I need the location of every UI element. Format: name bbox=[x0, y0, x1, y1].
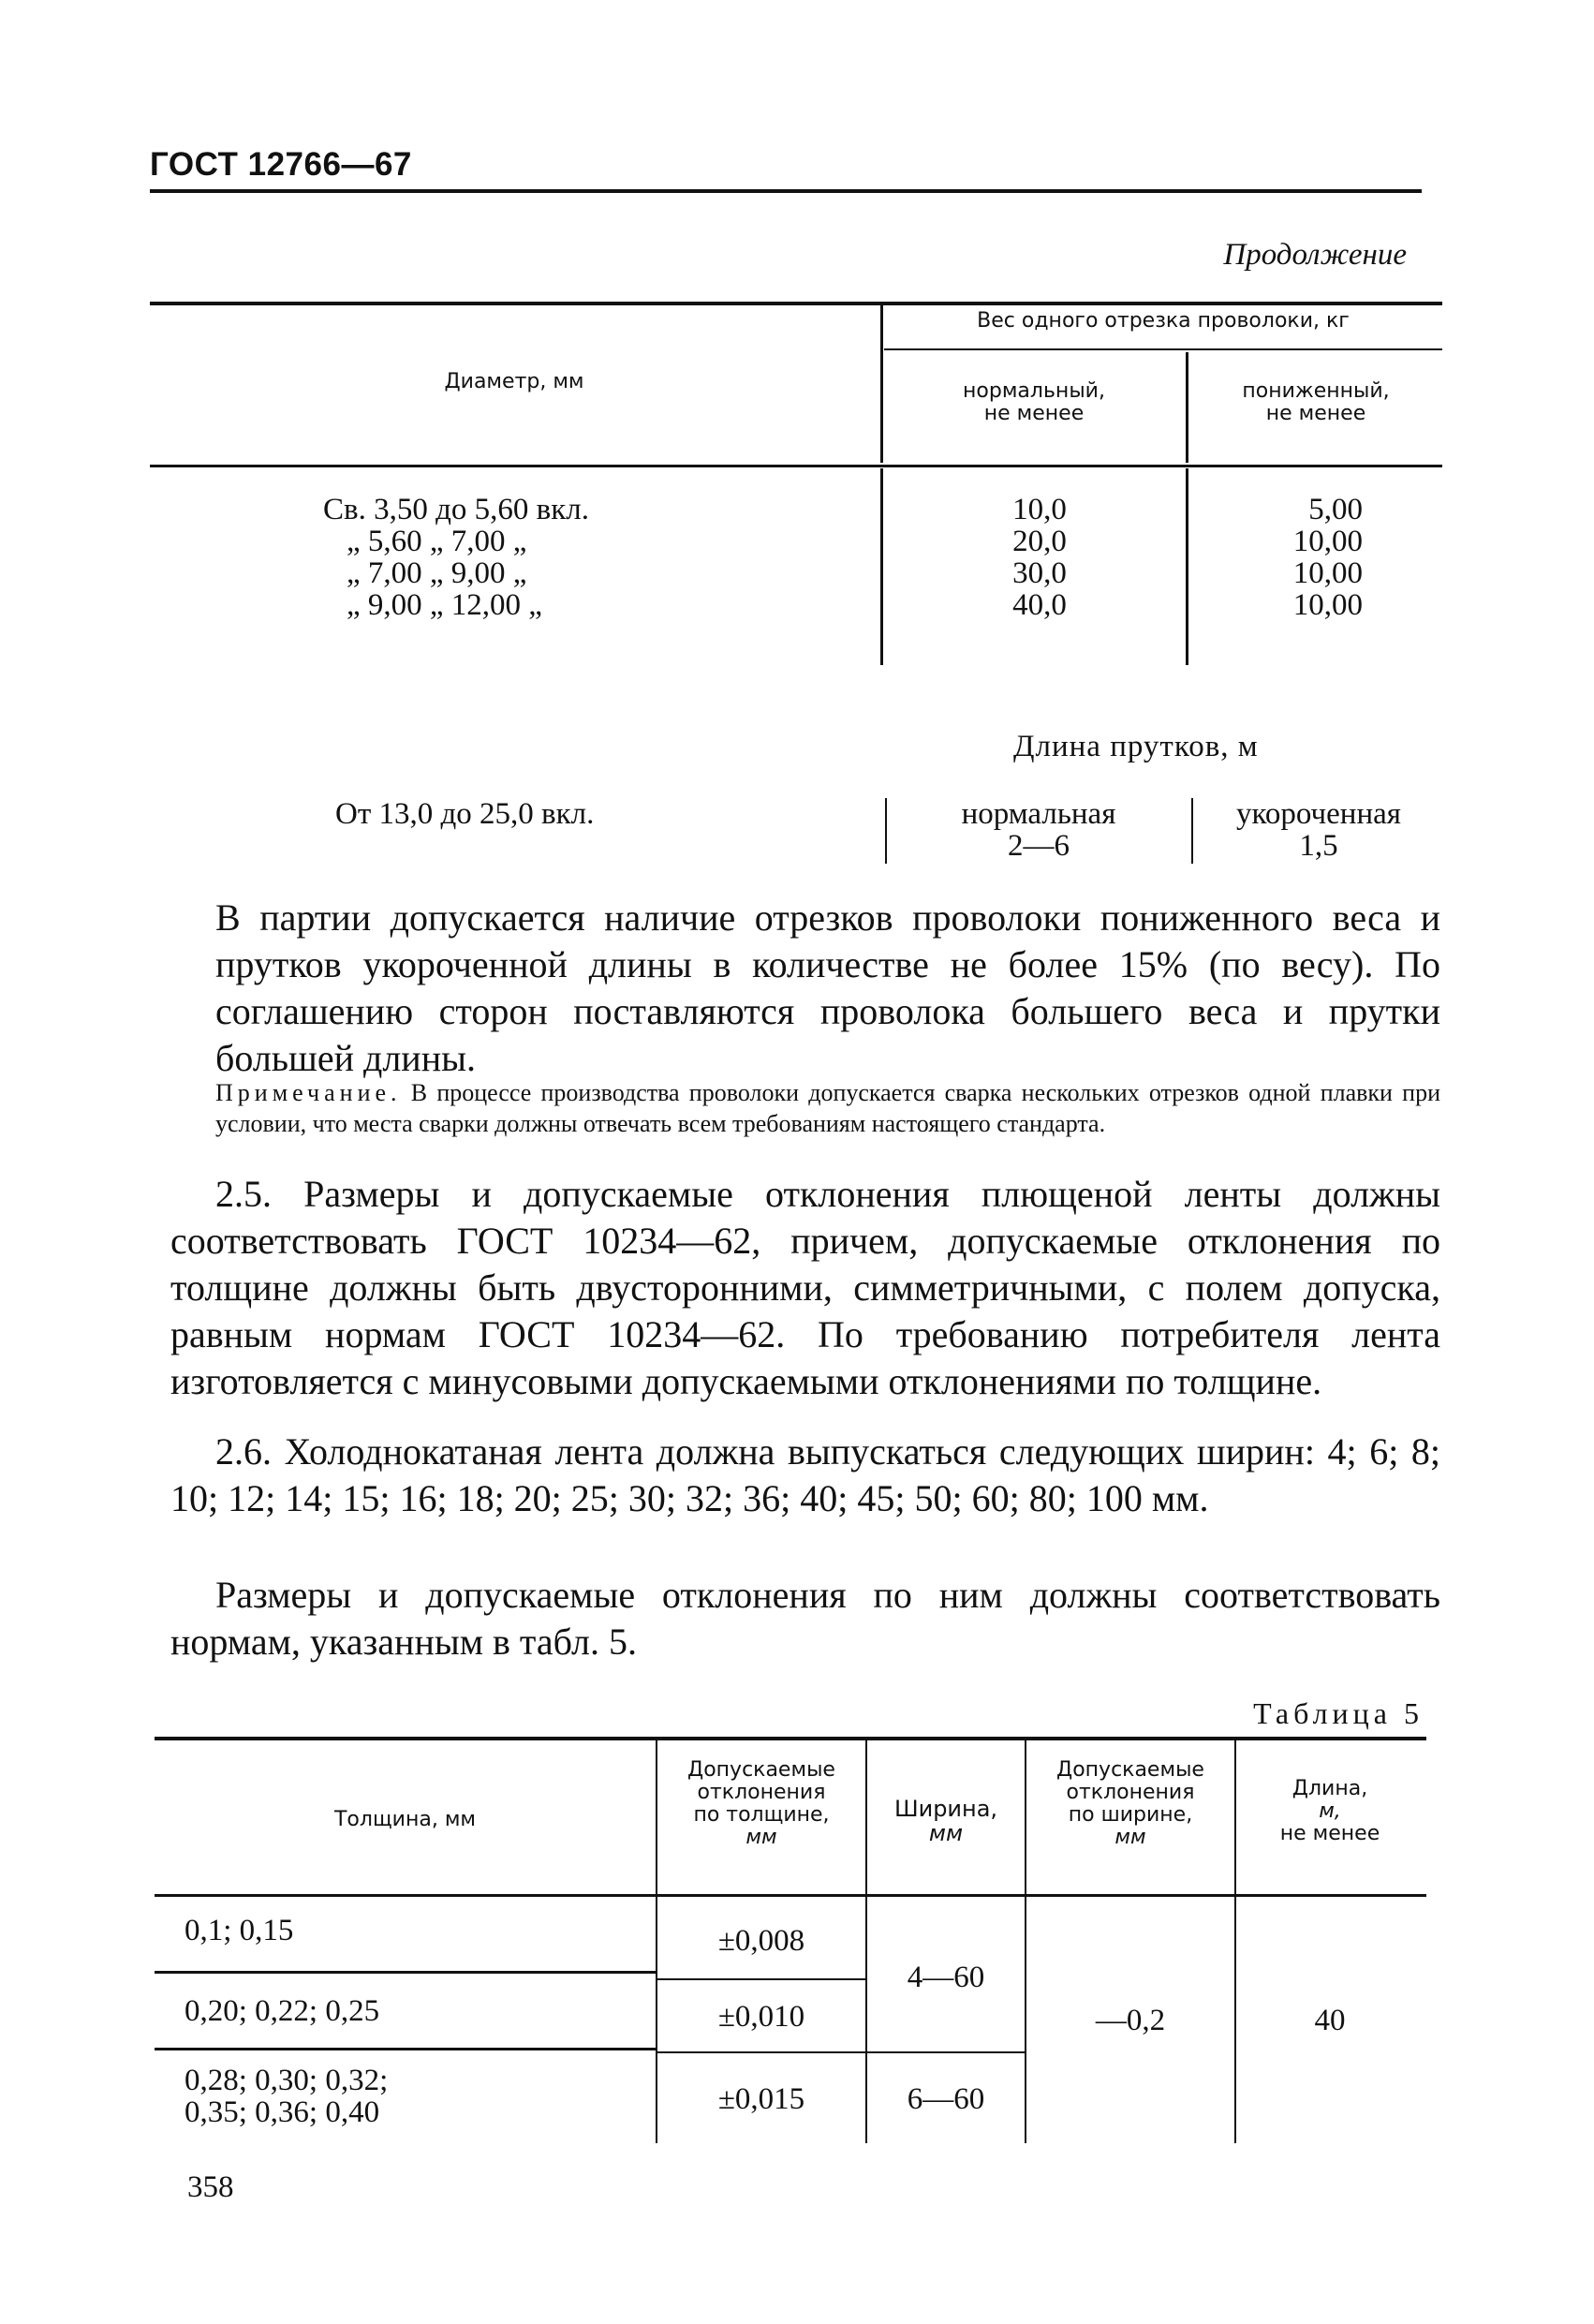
reduced-weight-header: пониженный, не менее bbox=[1242, 379, 1390, 425]
table5-thickness-r1: 0,1; 0,15 bbox=[184, 1914, 294, 1947]
bar-length-normal: нормальная 2—6 bbox=[961, 797, 1116, 863]
table5-row-rule-2c bbox=[867, 2051, 1025, 2053]
note-text: В процессе производства проволоки допускается сварка нескольких отрезков одной плавки при условии, что места сварки должны отвечать всем требованиям настоящего стандарта. bbox=[215, 1079, 1441, 1137]
bar-length-divider bbox=[885, 798, 887, 864]
table5-h-tol-width: Допускаемые отклонения по ширине, мм bbox=[1056, 1758, 1204, 1849]
weight-table-divider bbox=[880, 305, 883, 463]
weight-header-bottom-rule bbox=[150, 465, 1442, 467]
table5-width-a: 4—60 bbox=[907, 1961, 985, 1994]
continuation-label: Продолжение bbox=[1223, 238, 1407, 272]
table5-length: 40 bbox=[1314, 2004, 1346, 2037]
document-code: ГОСТ 12766—67 bbox=[150, 146, 412, 183]
table5-row-rule-2 bbox=[155, 2048, 656, 2050]
page-number: 358 bbox=[187, 2170, 234, 2204]
weight-body-subdivider bbox=[1186, 468, 1188, 665]
table5-tol-width: —0,2 bbox=[1095, 2004, 1166, 2037]
normal-weight-column: 10,0 20,0 30,0 40,0 bbox=[1012, 493, 1067, 622]
table5-tol-r3: ±0,015 bbox=[717, 2082, 805, 2116]
paragraph-lot: В партии допускается наличие отрезков проволоки пониженного веса и прутков укороченной длины в количестве не более 15% (по весу). По соглашению сторон поставляются проволока большего веса и прутки большей длины. bbox=[215, 896, 1440, 1079]
weight-table-top-rule bbox=[150, 302, 1442, 305]
note-label: Примечание. bbox=[215, 1079, 402, 1106]
bar-length-short: укороченная 1,5 bbox=[1236, 797, 1401, 863]
table5-thickness-r3: 0,28; 0,30; 0,32; 0,35; 0,36; 0,40 bbox=[184, 2064, 389, 2129]
table5-tol-r2: ±0,010 bbox=[717, 2000, 805, 2034]
bar-length-title: Длина прутков, м bbox=[1013, 730, 1259, 763]
table5-row-rule-2b bbox=[657, 2051, 865, 2053]
table5-header-rule bbox=[155, 1894, 1426, 1897]
weight-subcolumn-divider bbox=[1186, 352, 1188, 463]
table-row: „ 9,00 „ 12,00 „ bbox=[347, 588, 542, 622]
table5-thickness-r2: 0,20; 0,22; 0,25 bbox=[184, 1994, 380, 2028]
table5-h-length: Длина, м, не менее bbox=[1279, 1777, 1380, 1845]
weight-body-divider bbox=[880, 468, 883, 665]
bar-length-diameter: От 13,0 до 25,0 вкл. bbox=[335, 797, 595, 831]
table5-row-rule-1 bbox=[155, 1971, 656, 1974]
weight-column-header: Вес одного отрезка проволоки, кг bbox=[977, 309, 1350, 333]
table-row: „ 5,60 „ 7,00 „ bbox=[347, 525, 527, 558]
table-row: Св. 3,50 до 5,60 вкл. bbox=[323, 493, 589, 526]
table5-tol-r1: ±0,008 bbox=[717, 1924, 805, 1958]
table5-h-width: Ширина, мм bbox=[893, 1796, 998, 1846]
paragraph-2-6: 2.6. Холоднокатаная лента должна выпускаться следующих ширин: 4; 6; 8; 10; 12; 14; 15; 16; 18; 20; 25; 30; 32; 36; 40; 45; 50; 60; 80; 100 мм. bbox=[170, 1430, 1440, 1519]
note bbox=[215, 1077, 1440, 1139]
table5-h-thickness: Толщина, мм bbox=[333, 1808, 477, 1831]
table5-caption: Таблица 5 bbox=[1253, 1696, 1424, 1730]
table-row: „ 7,00 „ 9,00 „ bbox=[347, 556, 527, 590]
diameter-column-header: Диаметр, мм bbox=[444, 370, 584, 393]
table5-width-b: 6—60 bbox=[907, 2082, 985, 2116]
paragraph-2-5: 2.5. Размеры и допускаемые отклонения плющеной ленты должны соответствовать ГОСТ 10234—62, причем, допускаемые отклонения по толщине должны быть двусторонними, симметричными, с полем допуска, равным нормам ГОСТ 10234—62. По требованию потребителя лента изготовляется с минусовыми допускаемыми отклонениями по толщине. bbox=[170, 1173, 1440, 1402]
reduced-weight-column: 5,00 10,00 10,00 10,00 bbox=[1292, 493, 1363, 622]
header-rule bbox=[150, 189, 1422, 193]
table5-h-tol-thickness: Допускаемые отклонения по толщине, мм bbox=[687, 1758, 835, 1849]
table5-row-rule-1b bbox=[657, 1978, 865, 1980]
paragraph-table-ref: Размеры и допускаемые отклонения по ним должны соответствовать нормам, указанным в табл. 5. bbox=[170, 1574, 1440, 1663]
diameter-column bbox=[323, 494, 716, 621]
bar-length-subdivider bbox=[1191, 798, 1193, 864]
normal-weight-header: нормальный, не менее bbox=[963, 379, 1105, 425]
weight-subheader-rule bbox=[884, 348, 1442, 350]
